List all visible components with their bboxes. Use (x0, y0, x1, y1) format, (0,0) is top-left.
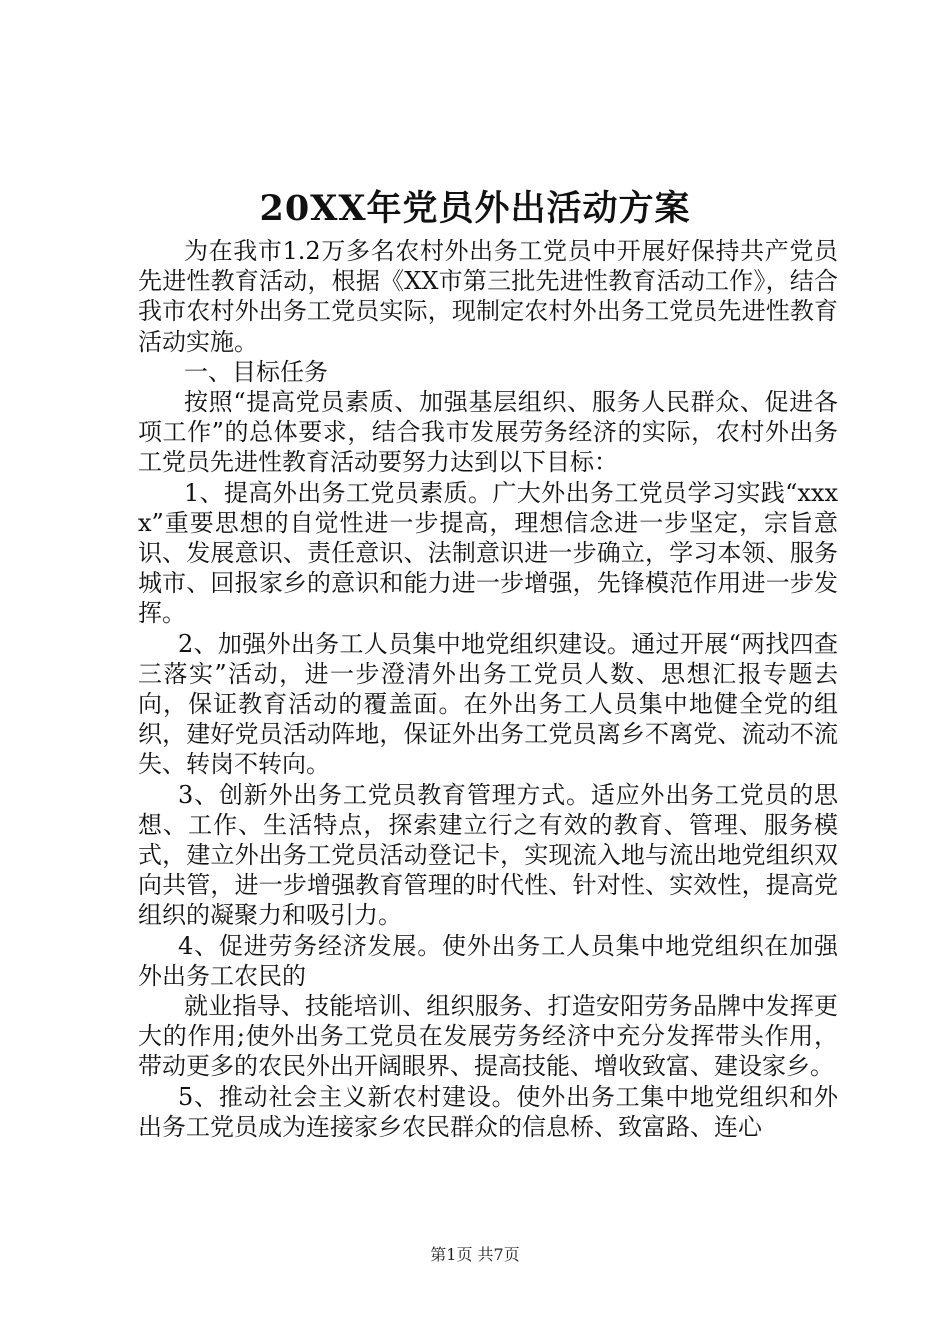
document-title: 20XX年党员外出活动方案 (259, 188, 691, 229)
document-body (138, 236, 838, 1142)
paragraph: 按照“提高党员素质、加强基层组织、服务人民群众、促进各项工作”的总体要求，结合我市发展劳务经济的实际，农村外出务工党员先进性教育活动要努力达到以下目标： (138, 388, 838, 477)
paragraph: 1、提高外出务工党员素质。广大外出务工党员学习实践“xxxx”重要思想的自觉性进一步提高，理想信念进一步坚定，宗旨意识、发展意识、责任意识、法制意识进一步确立，学习本领、服务城市、回报家乡的意识和能力进一步增强，先锋模范作用进一步发挥。 (138, 478, 838, 628)
page-footer: 第1页 共7页 (430, 1245, 520, 1264)
section-heading: 一、目标任务 (184, 357, 328, 386)
paragraph: 5、推动社会主义新农村建设。使外出务工集中地党组织和外出务工党员成为连接家乡农民群众的信息桥、致富路、连心 (138, 1082, 838, 1141)
paragraph: 4、促进劳务经济发展。使外出务工人员集中地党组织在加强外出务工农民的 (138, 931, 838, 990)
paragraph: 2、加强外出务工人员集中地党组织建设。通过开展“两找四查三落实”活动，进一步澄清外出务工党员人数、思想汇报专题去向，保证教育活动的覆盖面。在外出务工人员集中地健全党的组织，建好党员活动阵地，保证外出务工党员离乡不离党、流动不流失、转岗不转向。 (138, 629, 838, 779)
paragraph: 为在我市1.2万多名农村外出务工党员中开展好保持共产党员先进性教育活动，根据《XX市第三批先进性教育活动工作》，结合我市农村外出务工党员实际，现制定农村外出务工党员先进性教育活动实施。 (138, 237, 838, 356)
paragraph: 3、创新外出务工党员教育管理方式。适应外出务工党员的思想、工作、生活特点，探索建立行之有效的教育、管理、服务模式，建立外出务工党员活动登记卡，实现流入地与流出地党组织双向共管，进一步增强教育管理的时代性、针对性、实效性，提高党组织的凝聚力和吸引力。 (138, 780, 838, 930)
paragraph: 就业指导、技能培训、组织服务、打造安阳劳务品牌中发挥更大的作用;使外出务工党员在发展劳务经济中充分发挥带头作用，带动更多的农民外出开阔眼界、提高技能、增收致富、建设家乡。 (138, 992, 838, 1081)
